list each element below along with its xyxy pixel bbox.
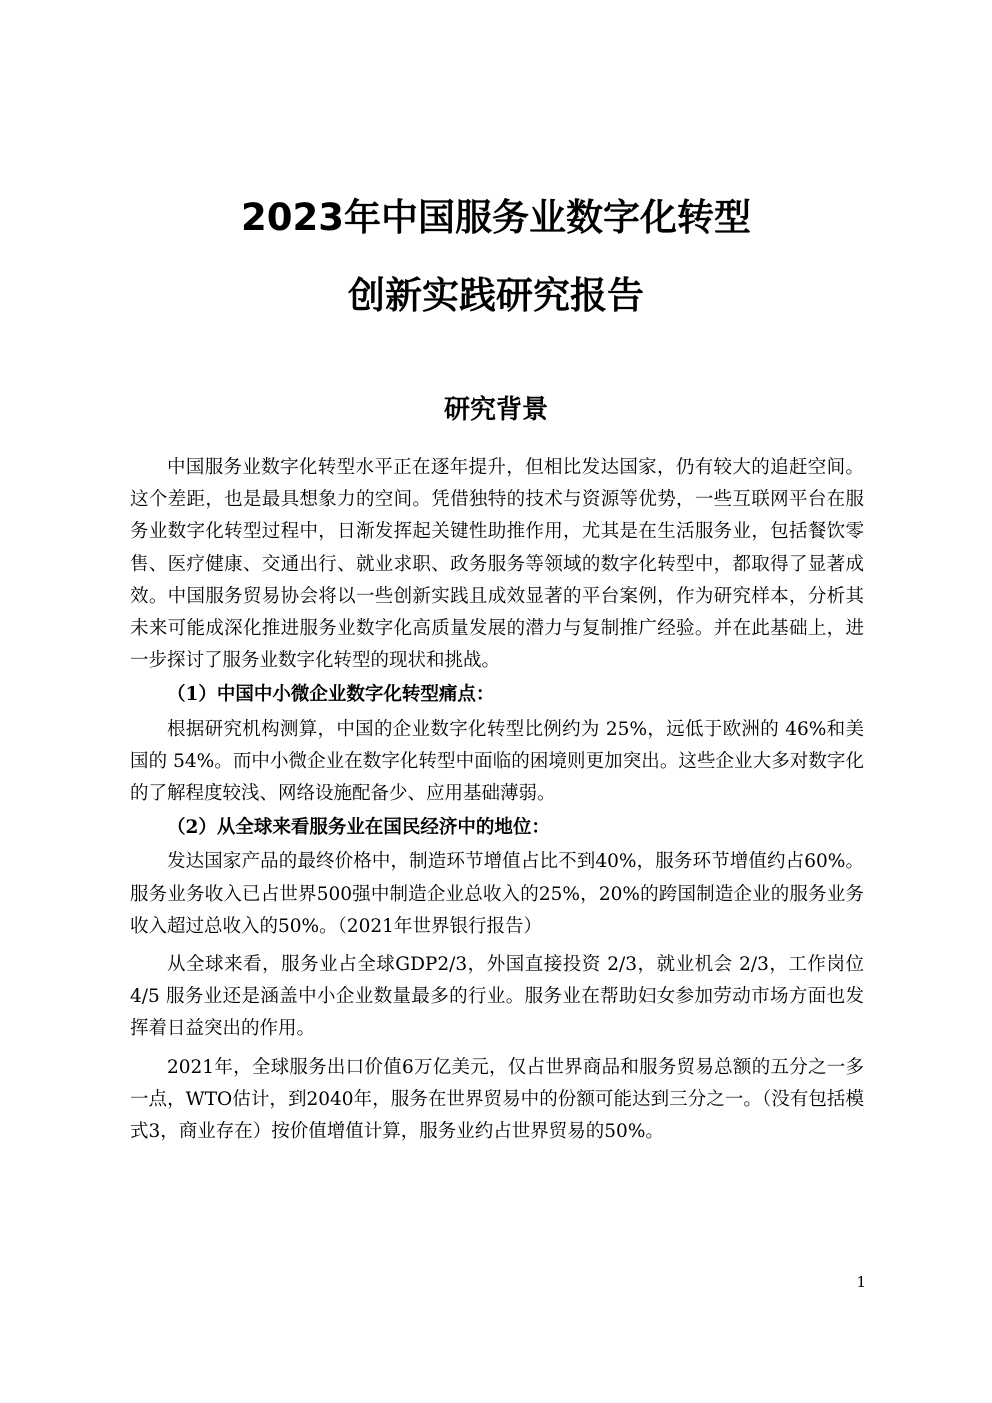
paragraph-intro: 中国服务业数字化转型水平正在逐年提升，但相比发达国家，仍有较大的追赶空间。这个差距，也是最具想象力的空间。凭借独特的技术与资源等优势，一些互联网平台在服务业数字化转型过程中，日渐发挥起关键性助推作用，尤其是在生活服务业，包括餐饮零售、医疗健康、交通出行、就业求职、政务服务等领域的数字化转型中，都取得了显著成效。中国服务贸易协会将以一些创新实践且成效显著的平台案例，作为研究样本，分析其未来可能成深化推进服务业数字化高质量发展的潜力与复制推广经验。并在此基础上，进一步探讨了服务业数字化转型的现状和挑战。 — [130, 457, 864, 672]
page-number: 1 — [856, 1273, 866, 1291]
paragraph-sme-pain-points: 根据研究机构测算，中国的企业数字化转型比例约为 25%，远低于欧洲的 46%和美国的 54%。而中小微企业在数字化转型中面临的困境则更加突出。这些企业大多对数字化的了解程度较浅、网络设施配备少、应用基础薄弱。 — [130, 718, 864, 805]
document-body — [130, 452, 864, 1148]
section-heading-research-background: 研究背景 — [443, 395, 548, 425]
paragraph-global-share: 从全球来看，服务业占全球GDP2/3，外国直接投资 2/3，就业机会 2/3，工作岗位 4/5 服务业还是涵盖中小企业数量最多的行业。服务业在帮助妇女参加劳动市场方面也发挥着日益突出的作用。 — [130, 954, 864, 1040]
paragraph-value-added: 发达国家产品的最终价格中，制造环节增值占比不到40%，服务环节增值约占60%。服务业务收入已占世界500强中制造企业总收入的25%，20%的跨国制造企业的服务业务收入超过总收入的50%。（2021年世界银行报告） — [130, 851, 864, 937]
report-title-line-2: 创新实践研究报告 — [348, 274, 644, 317]
subheading-global-service-status: （2）从全球来看服务业在国民经济中的地位： — [167, 817, 550, 839]
paragraph-service-exports: 2021年，全球服务出口价值6万亿美元，仅占世界商品和服务贸易总额的五分之一多一点，WTO估计，到2040年，服务在世界贸易中的份额可能达到三分之一。（没有包括模式3，商业存在）按价值增值计算，服务业约占世界贸易的50%。 — [130, 1056, 864, 1143]
subheading-sme-pain-points: （1）中国中小微企业数字化转型痛点： — [167, 684, 495, 706]
report-title-line-1: 2023年中国服务业数字化转型 — [241, 196, 751, 239]
